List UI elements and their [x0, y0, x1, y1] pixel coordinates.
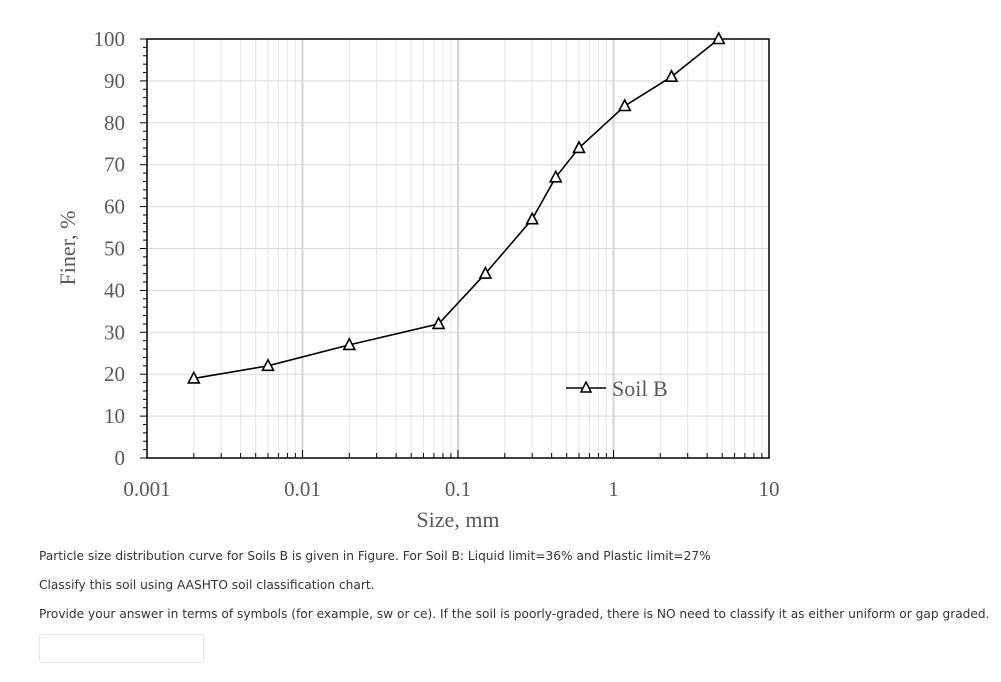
y-tick-label: 40	[104, 278, 125, 303]
y-tick-label: 80	[104, 110, 125, 135]
x-axis-title: Size, mm	[416, 507, 500, 532]
y-tick-label: 100	[93, 27, 125, 51]
answer-input[interactable]	[39, 634, 204, 663]
data-point-marker	[527, 213, 538, 224]
y-tick-labels	[94, 27, 126, 470]
y-tick-label: 50	[104, 236, 125, 261]
legend	[566, 376, 668, 401]
y-tick-label: 30	[104, 320, 125, 345]
chart-gridlines	[147, 39, 769, 458]
legend-label-soil-b: Soil B	[612, 376, 668, 401]
y-tick-label: 70	[104, 152, 125, 177]
x-tick-label: 1	[608, 477, 619, 501]
x-tick-label: 10	[758, 477, 780, 501]
y-tick-label: 60	[104, 194, 125, 219]
data-point-marker	[666, 71, 677, 82]
y-axis-title: Finer, %	[55, 210, 80, 286]
series-soil-b	[188, 33, 724, 383]
question-text-line-2: Classify this soil using AASHTO soil classification chart.	[39, 578, 375, 592]
series-line-soil-b	[194, 39, 719, 378]
question-text-line-3: Provide your answer in terms of symbols (for example, sw or ce). If the soil is poorly-graded, there is NO need to classify it as either uniform or gap graded.	[39, 607, 990, 621]
y-tick-label: 90	[104, 68, 125, 93]
data-point-marker	[619, 100, 630, 111]
y-tick-label: 10	[104, 404, 125, 429]
question-text-line-1: Particle size distribution curve for Soils B is given in Figure. For Soil B: Liquid limit=36% and Plastic limit=27%	[39, 549, 711, 563]
x-tick-label: 0.01	[284, 477, 321, 501]
x-tick-labels	[123, 477, 779, 501]
x-tick-label: 0.001	[123, 477, 171, 501]
y-tick-label: 20	[104, 362, 125, 387]
y-tick-label: 0	[114, 446, 125, 470]
x-tick-label: 0.1	[444, 477, 472, 501]
